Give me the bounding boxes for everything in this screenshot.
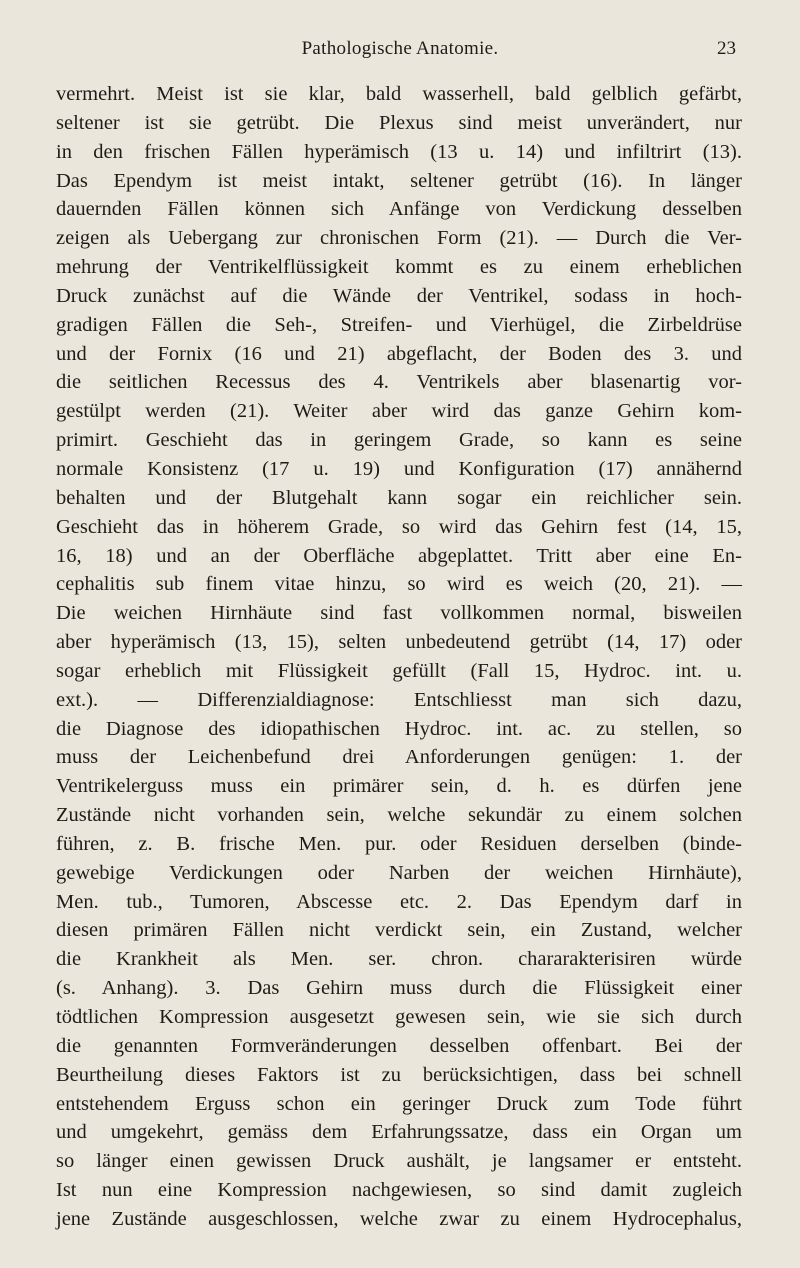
text-line: die seitlichen Recessus des 4. Ventrikels aber blasenartig vor- xyxy=(56,371,742,394)
text-line: Ventrikelerguss muss ein primärer sein, d. h. es dürfen jene xyxy=(56,775,742,798)
text-line: diesen primären Fällen nicht verdickt sein, ein Zustand, welcher xyxy=(56,919,742,942)
text-line: jene Zustände ausgeschlossen, welche zwar zu einem Hydrocephalus, xyxy=(56,1207,742,1230)
page-header xyxy=(0,38,800,68)
text-line: cephalitis sub finem vitae hinzu, so wird es weich (20, 21). — xyxy=(56,573,742,596)
text-line: 16, 18) und an der Oberfläche abgeplattet. Tritt aber eine En- xyxy=(56,544,742,567)
text-line: und der Fornix (16 und 21) abgeflacht, der Boden des 3. und xyxy=(56,342,742,365)
text-line: gestülpt werden (21). Weiter aber wird das ganze Gehirn kom- xyxy=(56,400,742,423)
text-line: (s. Anhang). 3. Das Gehirn muss durch die Flüssigkeit einer xyxy=(56,977,742,1000)
text-line: aber hyperämisch (13, 15), selten unbedeutend getrübt (14, 17) oder xyxy=(56,631,742,654)
text-line: mehrung der Ventrikelflüssigkeit kommt es zu einem erheblichen xyxy=(56,256,742,279)
text-line: gradigen Fällen die Seh-, Streifen- und Vierhügel, die Zirbeldrüse xyxy=(56,313,742,336)
text-line: behalten und der Blutgehalt kann sogar ein reichlicher sein. xyxy=(56,486,742,509)
page-number: 23 xyxy=(717,38,736,59)
text-line: sogar erheblich mit Flüssigkeit gefüllt (Fall 15, Hydroc. int. u. xyxy=(56,659,742,682)
text-line: ext.). — Differenzialdiagnose: Entschliesst man sich dazu, xyxy=(56,688,742,711)
text-line: und umgekehrt, gemäss dem Erfahrungssatze, dass ein Organ um xyxy=(56,1121,742,1144)
text-line: Die weichen Hirnhäute sind fast vollkommen normal, bisweilen xyxy=(56,602,742,625)
text-line: Geschieht das in höherem Grade, so wird das Gehirn fest (14, 15, xyxy=(56,515,742,538)
text-line: Beurtheilung dieses Faktors ist zu berücksichtigen, dass bei schnell xyxy=(56,1063,742,1086)
running-title: Pathologische Anatomie. xyxy=(301,38,499,59)
text-line: Das Ependym ist meist intakt, seltener getrübt (16). In länger xyxy=(56,169,742,192)
text-line: die Diagnose des idiopathischen Hydroc. int. ac. zu stellen, so xyxy=(56,717,742,740)
text-line: vermehrt. Meist ist sie klar, bald wasserhell, bald gelblich gefärbt, xyxy=(56,83,742,105)
text-line: seltener ist sie getrübt. Die Plexus sind meist unverändert, nur xyxy=(56,111,742,134)
text-line: so länger einen gewissen Druck aushält, je langsamer er entsteht. xyxy=(56,1150,742,1173)
text-line: muss der Leichenbefund drei Anforderungen genügen: 1. der xyxy=(56,746,742,769)
text-line: in den frischen Fällen hyperämisch (13 u. 14) und infiltrirt (13). xyxy=(56,140,742,163)
text-line: die genannten Formveränderungen desselben offenbart. Bei der xyxy=(56,1034,742,1057)
text-line: Men. tub., Tumoren, Abscesse etc. 2. Das Ependym darf in xyxy=(56,890,742,913)
text-line: normale Konsistenz (17 u. 19) und Konfiguration (17) annähernd xyxy=(56,457,742,480)
text-line: Druck zunächst auf die Wände der Ventrikel, sodass in hoch- xyxy=(56,284,742,307)
text-line: dauernden Fällen können sich Anfänge von Verdickung desselben xyxy=(56,198,742,221)
text-line: führen, z. B. frische Men. pur. oder Residuen derselben (binde- xyxy=(56,832,742,855)
text-line: primirt. Geschieht das in geringem Grade, so kann es seine xyxy=(56,429,742,452)
body-text xyxy=(56,80,742,1234)
text-line: Ist nun eine Kompression nachgewiesen, so sind damit zugleich xyxy=(56,1179,742,1202)
text-line: tödtlichen Kompression ausgesetzt gewesen sein, wie sie sich durch xyxy=(56,1006,742,1028)
text-line: gewebige Verdickungen oder Narben der weichen Hirnhäute), xyxy=(56,861,742,884)
text-line: Zustände nicht vorhanden sein, welche sekundär zu einem solchen xyxy=(56,804,742,827)
text-line: entstehendem Erguss schon ein geringer Druck zum Tode führt xyxy=(56,1092,742,1115)
text-line: die Krankheit als Men. ser. chron. chararakterisiren würde xyxy=(56,948,742,971)
text-line: zeigen als Uebergang zur chronischen Form (21). — Durch die Ver- xyxy=(56,227,742,250)
